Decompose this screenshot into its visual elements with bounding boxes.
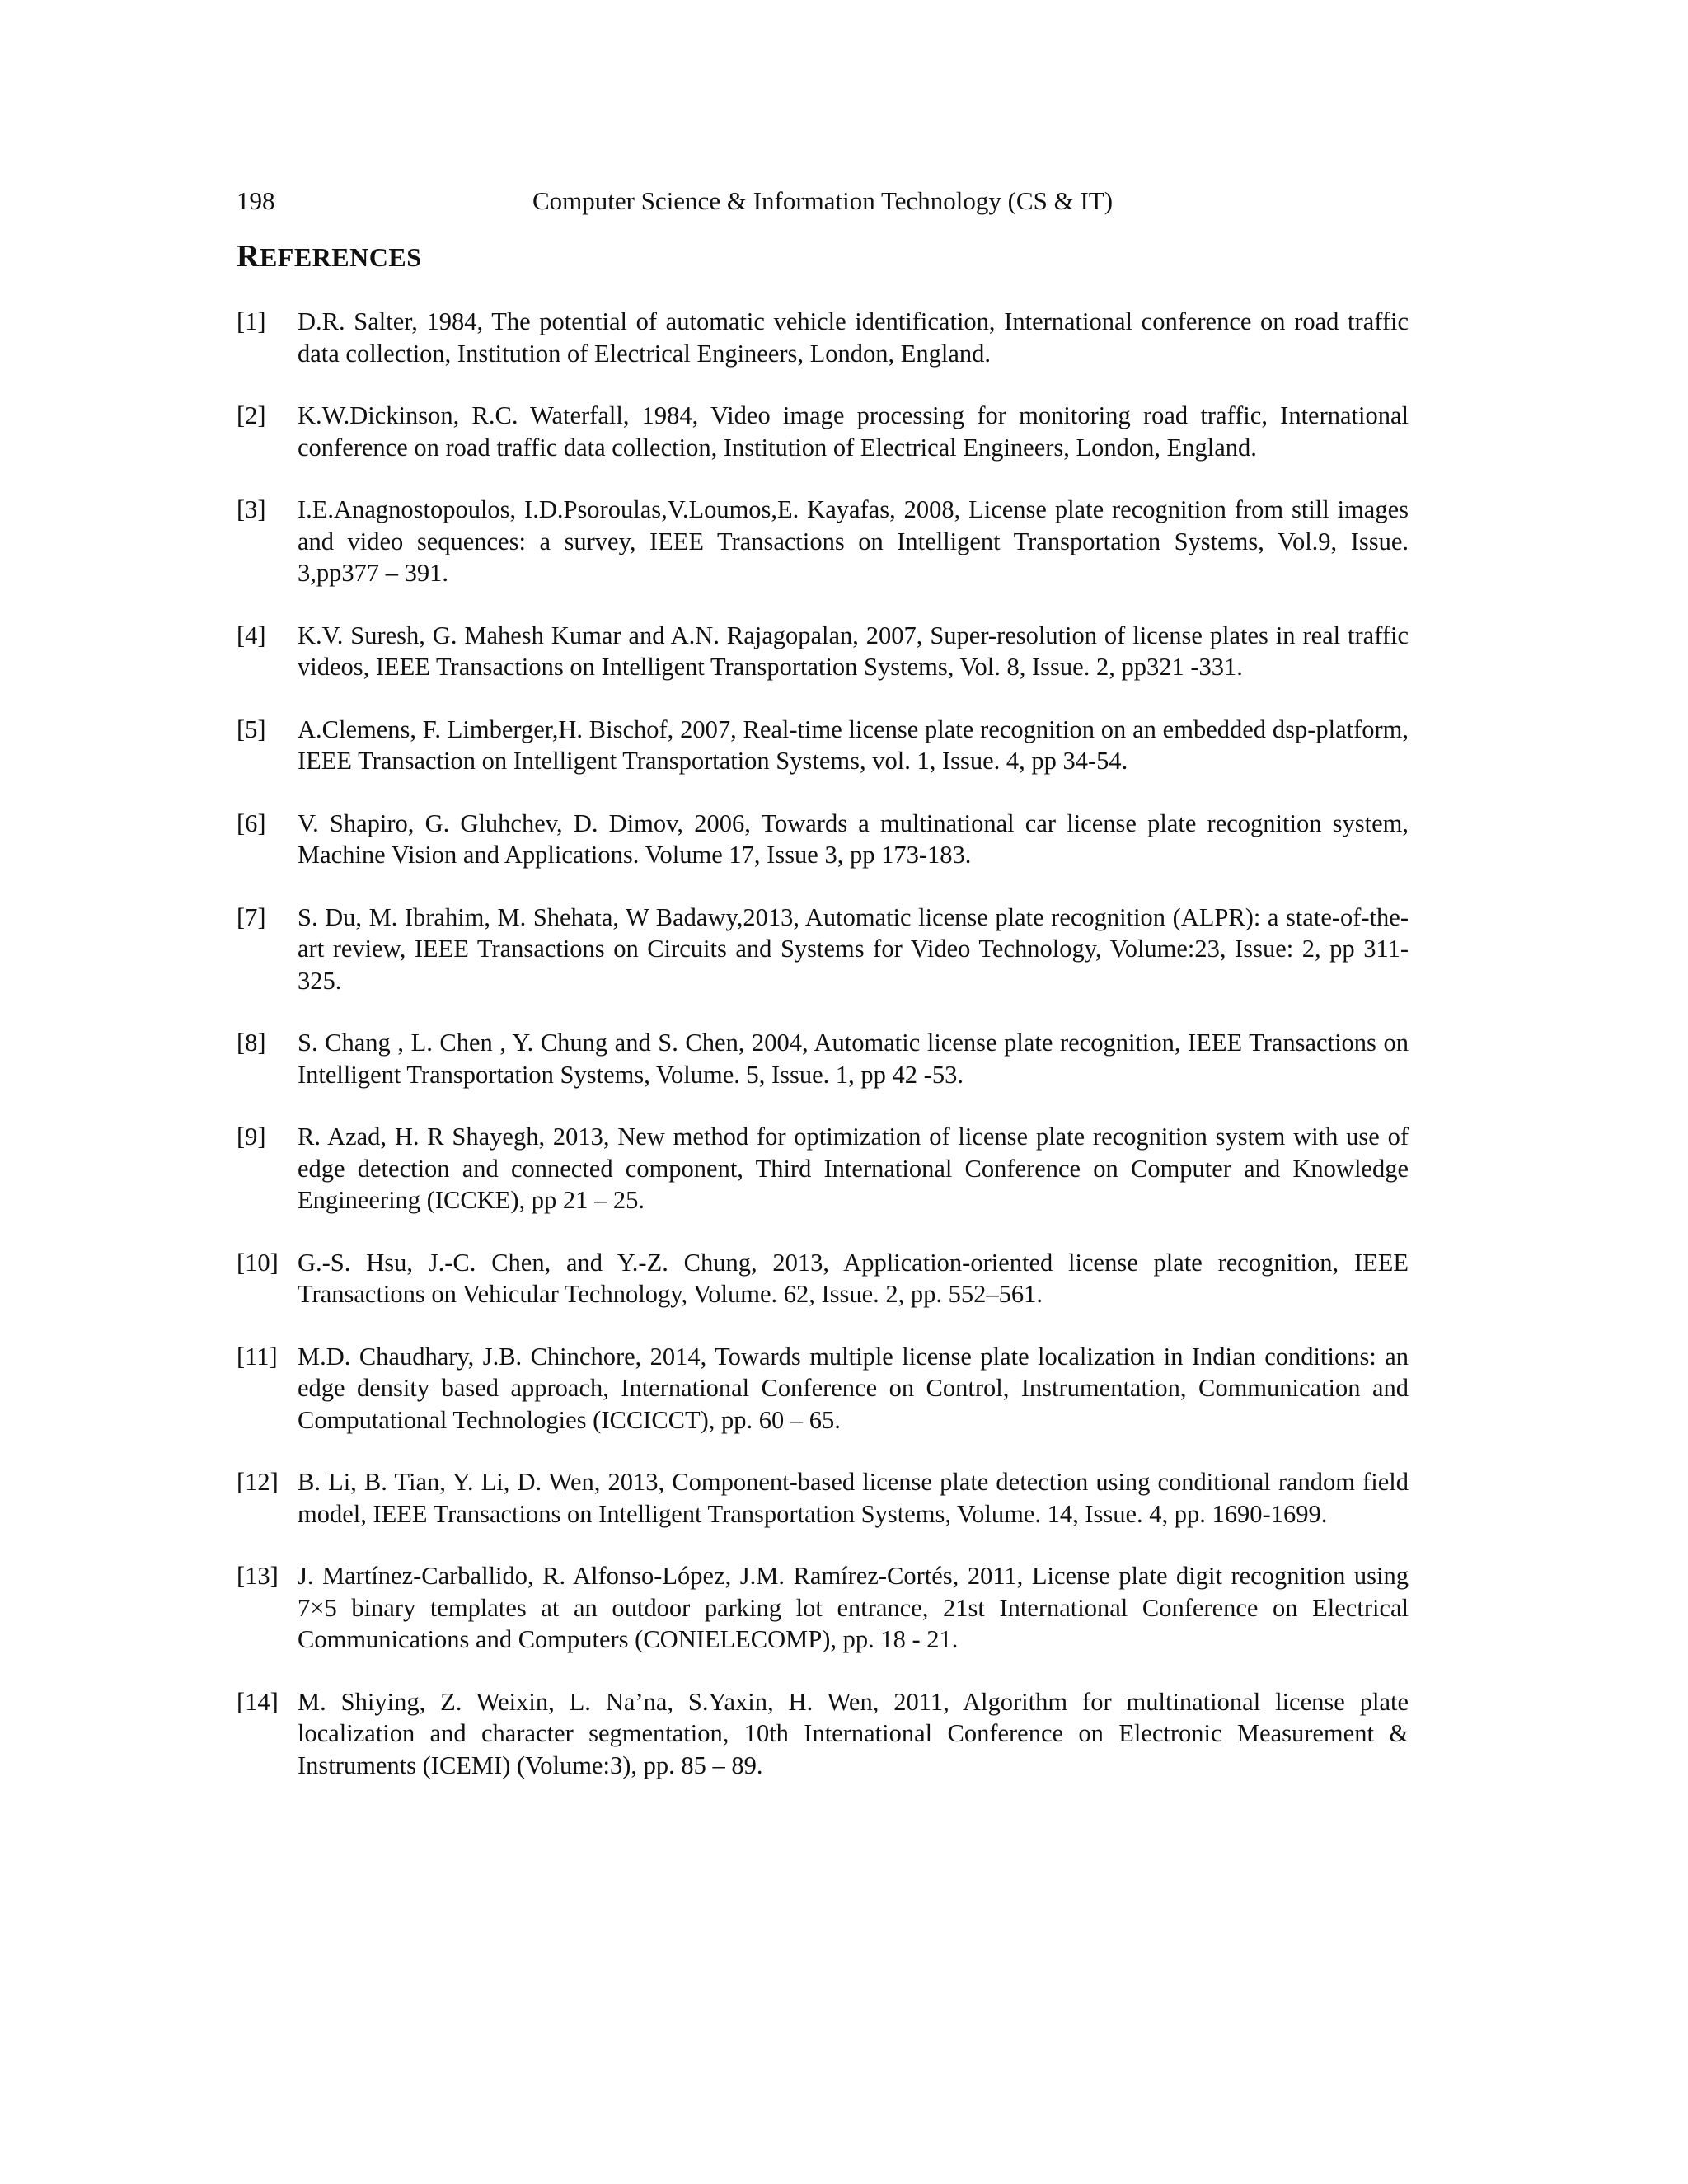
reference-text: A.Clemens, F. Limberger,H. Bischof, 2007, Real-time license plate recognition on an embedded dsp-platform, IEEE Transaction on Intelligent Transportation Systems, vol. 1, Issue. 4, pp 34-54. [298, 715, 1409, 775]
reference-item [237, 1247, 1409, 1310]
reference-item [237, 902, 1409, 997]
heading-initial: R [237, 239, 260, 274]
reference-number: [13] [237, 1562, 279, 1590]
reference-item [237, 1121, 1409, 1216]
reference-item [237, 494, 1409, 589]
reference-text: I.E.Anagnostopoulos, I.D.Psoroulas,V.Loumos,E. Kayafas, 2008, License plate recognition from still images and video sequences: a survey, IEEE Transactions on Intelligent Transportation Systems, Vol.9, Issue. 3,pp377 – 391. [298, 495, 1409, 587]
reference-item [237, 714, 1409, 777]
reference-text: R. Azad, H. R Shayegh, 2013, New method for optimization of license plate recognition system with use of edge detection and connected component, Third International Conference on Computer and Knowledge Engineering (ICCKE), pp 21 – 25. [298, 1122, 1409, 1214]
running-header [237, 183, 1409, 219]
reference-item [237, 1466, 1409, 1530]
reference-list [237, 306, 1409, 1811]
reference-text: V. Shapiro, G. Gluhchev, D. Dimov, 2006, Towards a multinational car license plate recognition system, Machine Vision and Applications. Volume 17, Issue 3, pp 173-183. [298, 808, 1409, 869]
reference-item [237, 808, 1409, 871]
journal-title: Computer Science & Information Technology (CS & IT) [532, 186, 1114, 215]
reference-text: M. Shiying, Z. Weixin, L. Na’na, S.Yaxin, H. Wen, 2011, Algorithm for multinational license plate localization and character segmentation, 10th International Conference on Electronic Measurement & Instruments (ICEMI) (Volume:3), pp. 85 – 89. [298, 1687, 1409, 1779]
reference-item [237, 1686, 1409, 1782]
reference-text: K.W.Dickinson, R.C. Waterfall, 1984, Video image processing for monitoring road traffic, International conference on road traffic data collection, Institution of Electrical Engineers, London, England. [298, 401, 1409, 462]
reference-number: [3] [237, 495, 266, 523]
reference-number: [9] [237, 1122, 266, 1151]
reference-text: M.D. Chaudhary, J.B. Chinchore, 2014, Towards multiple license plate localization in Indian conditions: an edge density based approach, International Conference on Control, Instrumentation, Communication and Computational Technologies (ICCICCT), pp. 60 – 65. [298, 1342, 1409, 1434]
reference-number: [14] [237, 1687, 279, 1716]
reference-item [237, 1341, 1409, 1436]
reference-number: [7] [237, 902, 266, 931]
reference-number: [1] [237, 307, 266, 335]
reference-text: S. Chang , L. Chen , Y. Chung and S. Chen, 2004, Automatic license plate recognition, IEEE Transactions on Intelligent Transportation Systems, Volume. 5, Issue. 1, pp 42 -53. [298, 1029, 1409, 1089]
reference-number: [4] [237, 621, 266, 649]
reference-text: K.V. Suresh, G. Mahesh Kumar and A.N. Rajagopalan, 2007, Super-resolution of license plates in real traffic videos, IEEE Transactions on Intelligent Transportation Systems, Vol. 8, Issue. 2, pp321 -331. [298, 621, 1409, 681]
reference-number: [5] [237, 715, 266, 743]
reference-number: [10] [237, 1248, 279, 1277]
reference-text: J. Martínez-Carballido, R. Alfonso-López, J.M. Ramírez-Cortés, 2011, License plate digit recognition using 7×5 binary templates at an outdoor parking lot entrance, 21st International Conference on Electrical Communications and Computers (CONIELECOMP), pp. 18 - 21. [298, 1562, 1409, 1653]
page-number: 198 [237, 186, 275, 215]
reference-number: [11] [237, 1342, 278, 1371]
references-heading [237, 237, 422, 277]
reference-text: D.R. Salter, 1984, The potential of automatic vehicle identification, International conference on road traffic data collection, Institution of Electrical Engineers, London, England. [298, 307, 1409, 368]
reference-number: [6] [237, 808, 266, 837]
reference-number: [12] [237, 1468, 279, 1496]
reference-item [237, 1027, 1409, 1090]
reference-item [237, 400, 1409, 463]
reference-text: S. Du, M. Ibrahim, M. Shehata, W Badawy,2013, Automatic license plate recognition (ALPR): a state-of-the-art review, IEEE Transactions on Circuits and Systems for Video Technology, Volume:23, Issue: 2, pp 311-325. [298, 902, 1409, 995]
reference-item [237, 306, 1409, 369]
reference-number: [2] [237, 401, 266, 429]
reference-number: [8] [237, 1029, 266, 1057]
reference-item [237, 1560, 1409, 1656]
heading-rest: EFERENCES [259, 242, 422, 272]
reference-text: G.-S. Hsu, J.-C. Chen, and Y.-Z. Chung, 2013, Application-oriented license plate recognition, IEEE Transactions on Vehicular Technology, Volume. 62, Issue. 2, pp. 552–561. [298, 1248, 1409, 1308]
reference-item [237, 620, 1409, 683]
reference-text: B. Li, B. Tian, Y. Li, D. Wen, 2013, Component-based license plate detection using conditional random field model, IEEE Transactions on Intelligent Transportation Systems, Volume. 14, Issue. 4, pp. 1690-1699. [298, 1468, 1409, 1528]
